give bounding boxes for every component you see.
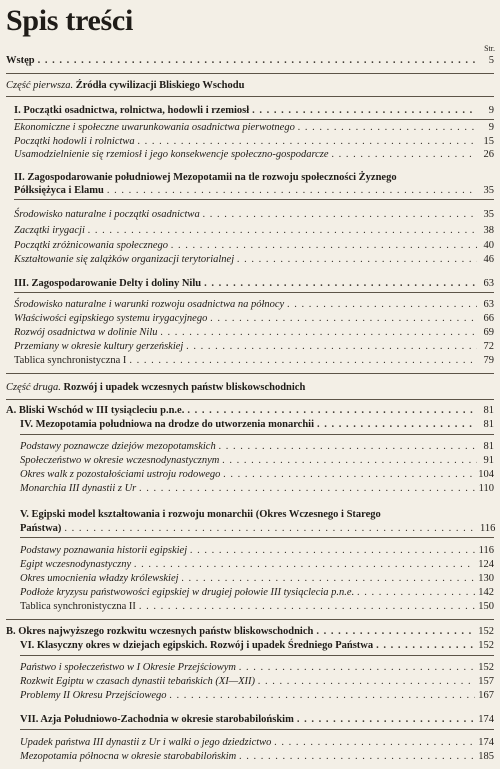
entry-title: Kształtowanie się zalążków organizacji terytorialnej [14,254,235,265]
leader-dots [274,737,475,749]
leader-dots [139,601,475,613]
toc-subentry[interactable] [14,313,494,325]
toc-chapter-2[interactable] [14,171,454,184]
entry-page: 124 [478,559,494,570]
divider [6,399,494,400]
entry-title: Właściwości egipskiego systemu irygacyjnego [14,313,208,324]
entry-title: Społeczeństwo w okresie wczesnodynastycznym [20,455,220,466]
entry-page: 91 [483,455,494,466]
leader-dots [182,573,476,585]
entry-page: 69 [483,327,494,338]
entry-title: Początki hodowli i rolnictwa [14,136,135,147]
leader-dots [287,299,477,311]
entry-title: Wstęp [6,55,35,66]
leader-dots [239,751,475,763]
entry-title: Egipt wczesnodynastyczny [20,559,132,570]
leader-dots [186,341,477,353]
entry-page: 104 [478,469,494,480]
divider [6,96,494,97]
entry-title: Mezopotamia północna w okresie starobabilońskim [20,751,237,762]
toc-subentry[interactable] [20,455,494,467]
toc-subentry[interactable] [14,209,494,221]
toc-subentry[interactable] [20,751,494,763]
divider [14,119,494,120]
divider [20,655,494,656]
entry-page: 110 [478,483,494,494]
entry-title: Usamodzielnienie się rzemiosł i jego konsekwencje społeczno-gospodarcze [14,149,329,160]
entry-page: 81 [483,419,494,430]
entry-page: 174 [478,737,494,748]
part-name: Źródła cywilizacji Bliskiego Wschodu [75,80,245,91]
leader-dots [88,225,477,237]
divider [14,292,494,293]
toc-subentry[interactable] [14,341,494,353]
entry-title-line2: Półksiężyca i Elamu [14,185,104,196]
toc-subentry[interactable] [14,254,494,266]
entry-page: 66 [483,313,494,324]
entry-title: Tablica synchronistyczna II [20,601,136,612]
entry-page: 35 [483,209,494,220]
toc-subentry[interactable] [20,573,494,585]
toc-chapter-1[interactable] [14,105,494,117]
leader-dots [317,419,477,431]
entry-page: 40 [483,240,494,251]
entry-title: III. Zagospodarowanie Delty i doliny Nilu [14,278,202,289]
toc-table-entry[interactable] [20,601,494,613]
entry-title: Problemy II Okresu Przejściowego [20,690,167,701]
toc-subentry[interactable] [14,299,494,311]
divider [6,373,494,374]
toc-subentry[interactable] [20,441,494,453]
divider [6,73,494,74]
toc-subentry[interactable] [20,587,494,599]
entry-page: 35 [483,185,494,196]
entry-page: 5 [488,55,494,66]
toc-subentry[interactable] [14,327,494,339]
entry-title: Tablica synchronistyczna I [14,355,127,366]
entry-title: Przemiany w okresie kultury gerzeńskiej [14,341,184,352]
entry-page: 167 [478,690,494,701]
entry-title: VI. Klasyczny okres w dziejach egipskich. Rozwój i upadek Średniego Państwa [20,640,374,651]
leader-dots [210,313,477,325]
toc-table-entry[interactable] [14,355,494,367]
leader-dots [134,559,475,571]
entry-page: 72 [483,341,494,352]
entry-page: 185 [478,751,494,762]
leader-dots [204,278,477,290]
entry-title: Ekonomiczne i społeczne uwarunkowania osadnictwa pierwotnego [14,122,295,133]
toc-subentry[interactable] [14,149,494,161]
toc-section-b[interactable] [6,626,494,638]
entry-page: 174 [478,714,494,725]
leader-dots [376,640,475,652]
entry-title: Państwo i społeczeństwo w I Okresie Przejściowym [20,662,237,673]
leader-dots [139,483,475,495]
leader-dots [190,545,476,557]
part-label: Część druga. [6,382,61,393]
entry-page: 116 [480,523,496,534]
toc-section-a[interactable] [6,405,494,417]
toc-subentry[interactable] [20,559,494,571]
leader-dots [222,455,477,467]
toc-subentry[interactable] [20,483,494,495]
part-name: Rozwój i upadek wczesnych państw bliskowschodnich [63,382,306,393]
entry-page: 15 [483,136,494,147]
toc-chapter-2-line2[interactable] [14,185,494,197]
leader-dots [219,441,477,453]
toc-entry-intro[interactable] [6,55,494,67]
entry-title: Okres walk z pozostałościami ustroju rodowego [20,469,221,480]
entry-title: Podłoże kryzysu państwowości egipskiej w drugiej połowie III tysiąclecia p.n.e. [20,587,355,598]
divider [6,619,494,620]
toc-subentry[interactable] [14,240,494,252]
leader-dots [129,355,477,367]
entry-title: Monarchia III dynastii z Ur [20,483,137,494]
leader-dots [223,469,475,481]
divider [20,434,494,435]
entry-title: Zaczątki irygacji [14,225,85,236]
entry-page: 157 [478,676,494,687]
leader-dots [64,523,477,535]
entry-title: B. Okres najwyższego rozkwitu wczesnych państw bliskowschodnich [6,626,314,637]
leader-dots [332,149,477,161]
entry-page: 63 [483,299,494,310]
entry-page: 152 [478,626,494,637]
leader-dots [297,714,475,726]
toc-subentry[interactable] [20,690,494,702]
entry-title: VII. Azja Południowo-Zachodnia w okresie starobabilońskim [20,714,294,725]
entry-title: Początki zróżnicowania społecznego [14,240,168,251]
page-title: Spis treści [6,4,133,37]
entry-page: 9 [488,122,494,133]
page-column-label: Str. [484,44,495,53]
entry-title-line1: II. Zagospodarowanie południowej Mezopotamii na tle rozwoju społeczności Żyznego [14,172,397,183]
entry-title: Środowisko naturalne i warunki rozwoju osadnictwa na północy [14,299,285,310]
entry-page: 26 [483,149,494,160]
entry-title: Rozwój osadnictwa w dolinie Nilu [14,327,158,338]
entry-page: 152 [478,662,494,673]
entry-page: 142 [478,587,494,598]
entry-title: Podstawy poznawcze dziejów mezopotamskich [20,441,216,452]
entry-page: 152 [478,640,494,651]
divider [20,537,494,538]
toc-subentry[interactable] [20,737,494,749]
entry-page: 46 [483,254,494,265]
toc-chapter-5[interactable] [20,508,460,521]
entry-title-line1: V. Egipski model kształtowania i rozwoju monarchii (Okres Wczesnego i Starego [20,509,381,520]
toc-subentry[interactable] [14,122,494,134]
entry-page: 79 [483,355,494,366]
toc-chapter-4[interactable] [20,419,494,431]
entry-title-line2: Państwa) [20,523,62,534]
leader-dots [258,676,475,688]
entry-page: 81 [483,405,494,416]
leader-dots [239,662,475,674]
leader-dots [38,55,477,67]
leader-dots [357,587,475,599]
entry-title: Upadek państwa III dynastii z Ur i walki o jego dziedzictwo [20,737,272,748]
entry-title: A. Bliski Wschód w III tysiącleciu p.n.e. [6,405,185,416]
entry-title: Rozkwit Egiptu w czasach dynastii tebańskich (XI—XII) [20,676,256,687]
part-heading-2 [6,382,305,394]
toc-chapter-5-line2[interactable] [20,523,494,535]
leader-dots [187,405,477,417]
divider [20,729,494,730]
entry-page: 9 [488,105,494,116]
entry-page: 38 [483,225,494,236]
toc-subentry[interactable] [20,676,494,688]
leader-dots [237,254,477,266]
entry-title: Okres umocnienia władzy królewskiej [20,573,179,584]
leader-dots [161,327,477,339]
toc-subentry[interactable] [14,225,494,237]
entry-page: 150 [478,601,494,612]
toc-subentry[interactable] [20,662,494,674]
toc-chapter-7[interactable] [20,714,494,726]
entry-title: Środowisko naturalne i początki osadnictwa [14,209,200,220]
leader-dots [171,240,477,252]
toc-subentry[interactable] [20,469,494,481]
entry-title: IV. Mezopotamia południowa na drodze do utworzenia monarchii [20,419,315,430]
entry-page: 81 [483,441,494,452]
leader-dots [138,136,477,148]
leader-dots [169,690,475,702]
entry-title: Podstawy poznawania historii egipskiej [20,545,188,556]
toc-chapter-3[interactable] [14,278,494,290]
leader-dots [298,122,477,134]
leader-dots [107,185,477,197]
entry-page: 130 [478,573,494,584]
leader-dots [316,626,475,638]
toc-chapter-6[interactable] [20,640,494,652]
entry-page: 116 [478,545,494,556]
toc-subentry[interactable] [14,136,494,148]
leader-dots [252,105,477,117]
entry-page: 63 [483,278,494,289]
toc-subentry[interactable] [20,545,494,557]
divider [14,199,494,200]
entry-title: I. Początki osadnictwa, rolnictwa, hodowli i rzemiosł [14,105,250,116]
part-heading-1 [6,80,244,92]
part-label: Część pierwsza. [6,80,74,91]
leader-dots [203,209,477,221]
